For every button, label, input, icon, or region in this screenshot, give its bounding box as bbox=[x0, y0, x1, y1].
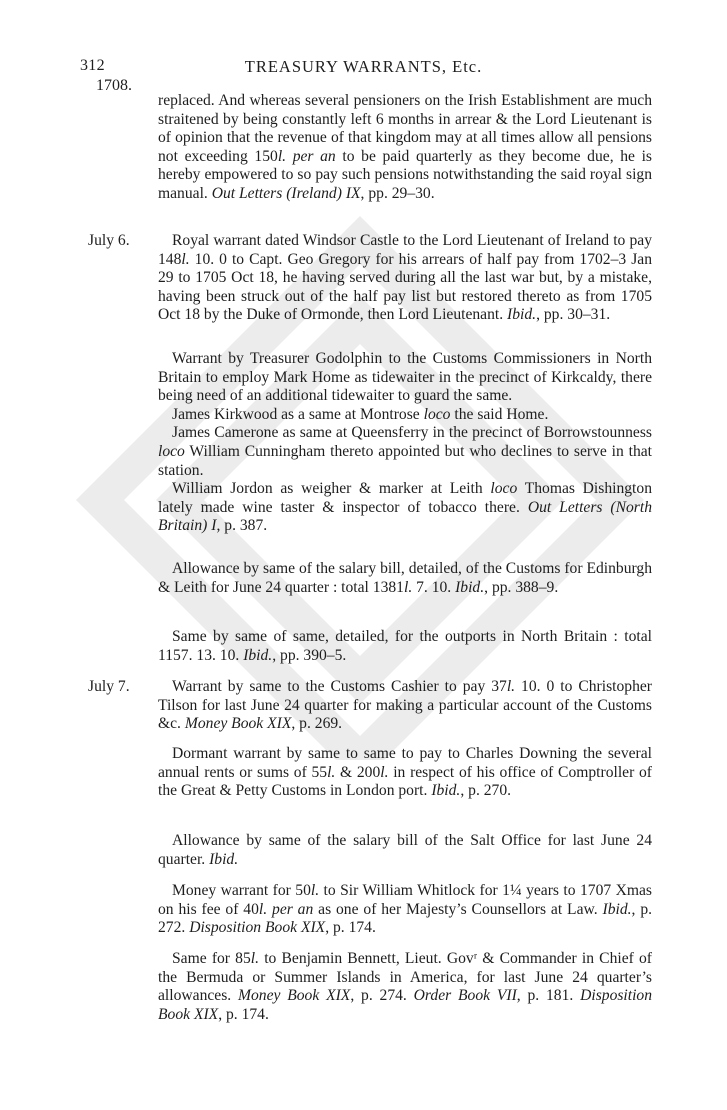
entry-text: , p. 269. bbox=[291, 715, 343, 733]
entry-text: loco bbox=[158, 442, 185, 460]
entry-downing-dormant-warrant bbox=[158, 745, 652, 801]
entry-text: the said Home. bbox=[450, 405, 549, 423]
entry-text: l. bbox=[310, 882, 320, 899]
entry-text: , p. 181. bbox=[516, 987, 581, 1005]
source-reference: Money Book XIX bbox=[184, 715, 292, 733]
entry-text: to Benjamin Bennett, Lieut. Govʳ & Commander in Chief of the Bermuda or Summer Islands in America, for last June 24 quarter’s allowances. bbox=[158, 950, 652, 1005]
page-number: 312 bbox=[80, 57, 105, 74]
entry-text: , pp. 390–5. bbox=[272, 646, 347, 664]
year-margin-label: 1708. bbox=[96, 77, 132, 94]
source-reference: Ibid. bbox=[209, 850, 239, 868]
entry-tilson-warrant bbox=[158, 678, 652, 734]
source-reference: Ibid. bbox=[602, 900, 632, 918]
entry-text: Royal warrant dated Windsor Castle to the Lord Lieutenant of Ireland to pay 148 bbox=[158, 232, 652, 268]
source-reference: Out Letters (Ireland) IX bbox=[211, 184, 361, 202]
date-margin-label: July 6. bbox=[88, 232, 130, 249]
entry-text: Thomas Dishington lately made wine taster & inspector of tobacco there. bbox=[158, 480, 652, 516]
entry-text: Dormant warrant by same to same to pay to Charles Downing the several annual rents or sums of 55 bbox=[158, 745, 652, 781]
source-reference: Out Letters (North Britain) I bbox=[158, 498, 652, 535]
entry-text: to be paid quarterly as they become due, he is hereby empowered to so pay such pensions notwithstanding the said royal sign manual. bbox=[158, 147, 652, 202]
entry-text: , p. 272. bbox=[158, 900, 653, 937]
entry-text: loco bbox=[490, 480, 518, 498]
source-reference: Money Book XIX bbox=[237, 987, 351, 1005]
entry-text: James Kirkwood as a same at Montrose bbox=[172, 405, 424, 423]
sub-entry bbox=[158, 480, 652, 536]
entry-text: Allowance by same of the salary bill, detailed, of the Customs for Edinburgh & Leith for June 24 quarter : total 1381 bbox=[158, 560, 652, 596]
source-reference: Ibid. bbox=[431, 782, 461, 800]
entry-text: Warrant by Treasurer Godolphin to the Customs Commissioners in North Britain to employ Mark Home as tidewaiter in the precinct of Kirkcaldy, there being need of an additional tidewaiter to guard the same. bbox=[158, 350, 652, 405]
entry-whitlock-money-warrant bbox=[158, 882, 652, 938]
source-reference: Ibid. bbox=[455, 578, 485, 596]
entry-text: Warrant by same to the Customs Cashier to pay 37 bbox=[172, 678, 507, 695]
entry-text: William Jordon as weigher & marker at Leith bbox=[172, 480, 491, 498]
entry-text: l. bbox=[327, 763, 336, 781]
entry-text: l. bbox=[506, 678, 516, 695]
entry-salary-bill-edinburgh bbox=[158, 560, 652, 597]
entry-text: Allowance by same of the salary bill of the Salt Office for last June 24 quarter. bbox=[158, 832, 652, 868]
entry-salt-office-salary bbox=[158, 832, 652, 869]
entry-text: l. bbox=[250, 950, 260, 967]
entry-text: loco bbox=[423, 405, 451, 423]
entry-text: Same by same of same, detailed, for the outports in North Britain : total 1157. 13. 10. bbox=[158, 628, 652, 664]
entry-text: , pp. 29–30. bbox=[360, 184, 435, 202]
entry-text: , p. 270. bbox=[460, 782, 512, 800]
entry-text: , p. 387. bbox=[216, 517, 268, 535]
entry-text: l. bbox=[258, 900, 268, 918]
entry-text: 10. 0 to Capt. Geo Gregory for his arrears of half pay from 1702–3 Jan 29 to 1705 Oct 18, he having served during all the last war but, by a mistake, having been struck out of the half pay list but restored thereto as from 1705 Oct 18 by the Duke of Ormonde, then Lord Lieutenant. bbox=[158, 250, 652, 324]
source-reference: Ibid. bbox=[243, 646, 273, 664]
source-reference: Disposition Book XIX bbox=[189, 919, 326, 937]
entry-text: per an bbox=[292, 147, 336, 165]
entry-text: replaced. And whereas several pensioners on the Irish Establishment are much straitened by being constantly left 6 months in arrear & the Lord Lieutenant is of opinion that the revenue of that kingdom may at all times allow all pensions not exceeding 150 bbox=[158, 92, 652, 165]
source-reference: Order Book VII bbox=[413, 987, 517, 1005]
entry-text: l. bbox=[403, 578, 413, 596]
date-margin-label: July 7. bbox=[88, 678, 130, 695]
entry-text: l. bbox=[181, 250, 190, 268]
source-reference: Ibid. bbox=[507, 306, 537, 324]
sub-entry bbox=[158, 406, 652, 425]
entry-outports-north-britain bbox=[158, 628, 652, 665]
entry-text: , p. 174. bbox=[218, 1005, 269, 1023]
entry-text: , p. 174. bbox=[325, 919, 376, 937]
entry-text: William Cunningham thereto appointed but who declines to serve in that station. bbox=[158, 442, 652, 479]
entry-pension-continuation bbox=[158, 92, 652, 204]
entry-text: , pp. 388–9. bbox=[484, 578, 559, 596]
entry-gregory-warrant bbox=[158, 232, 652, 325]
entry-text: 10. 0 to Christopher Tilson for last June 24 quarter for making a particular account of the Customs &c. bbox=[158, 678, 652, 733]
entry-text: in respect of his office of Comptroller of the Great & Petty Customs in London port. bbox=[158, 763, 652, 800]
entry-text: , pp. 30–31. bbox=[536, 306, 611, 324]
entry-text: per an bbox=[272, 900, 314, 918]
sub-entry bbox=[158, 424, 652, 480]
source-reference: Disposition Book XIX bbox=[158, 987, 653, 1023]
entry-text: l. bbox=[277, 147, 287, 165]
entry-text: 7. 10. bbox=[412, 578, 456, 596]
entry-text: Money warrant for 50 bbox=[172, 882, 311, 899]
running-title: TREASURY WARRANTS, Etc. bbox=[244, 57, 483, 76]
entry-text: to Sir William Whitlock for 1¼ years to 1707 Xmas on his fee of 40 bbox=[158, 882, 652, 918]
entry-text: James Camerone as same at Queensferry in the precinct of Borrowstounness bbox=[172, 424, 652, 442]
entry-text: l. bbox=[380, 763, 389, 781]
entry-text: & 200 bbox=[335, 763, 381, 781]
entry-text bbox=[286, 148, 293, 165]
entry-bennett-allowances bbox=[158, 950, 652, 1024]
entry-text: Same for 85 bbox=[172, 950, 251, 967]
entry-tidewaiter-warrant bbox=[158, 350, 652, 536]
entry-text: as one of her Majesty’s Counsellors at Law. bbox=[313, 900, 603, 918]
entry-text: , p. 274. bbox=[350, 987, 414, 1005]
